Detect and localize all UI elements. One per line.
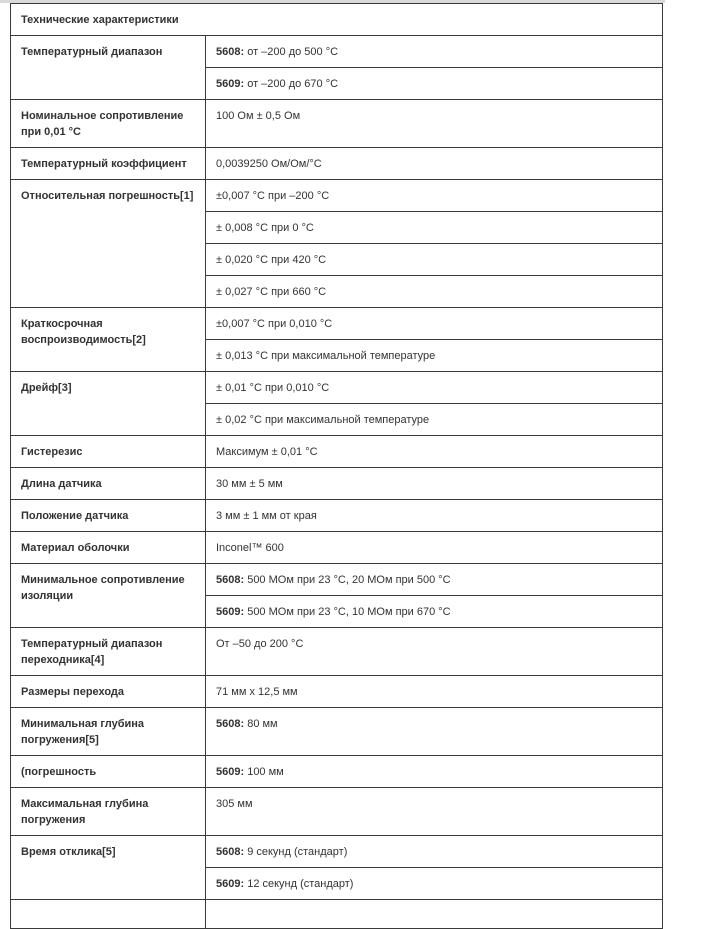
model-prefix: 5608: bbox=[216, 46, 245, 58]
spec-value bbox=[206, 244, 663, 276]
table-row-partial bbox=[11, 900, 663, 929]
spec-value-text: ± 0,02 °C при максимальной температуре bbox=[216, 414, 430, 426]
table-row bbox=[11, 788, 663, 836]
spec-value-text: От –50 до 200 °C bbox=[216, 638, 304, 650]
model-prefix: 5609: bbox=[216, 78, 245, 90]
spec-value bbox=[206, 532, 663, 564]
spec-value-text: 500 МОм при 23 °C, 20 МОм при 500 °C bbox=[244, 574, 451, 586]
table-row bbox=[11, 436, 663, 468]
spec-value-text: 100 Ом ± 0,5 Ом bbox=[216, 110, 301, 122]
spec-value-text: ±0,007 °C при –200 °C bbox=[216, 190, 330, 202]
spec-value-text: от –200 до 670 °C bbox=[244, 78, 339, 90]
table-row bbox=[11, 532, 663, 564]
table-row bbox=[11, 308, 663, 340]
spec-value-text: ± 0,01 °C при 0,010 °C bbox=[216, 382, 330, 394]
spec-value bbox=[206, 756, 663, 788]
model-prefix: 5609: bbox=[216, 878, 245, 890]
spec-value bbox=[206, 68, 663, 100]
table-row bbox=[11, 180, 663, 212]
spec-value bbox=[206, 788, 663, 836]
model-prefix: 5608: bbox=[216, 574, 245, 586]
spec-value bbox=[206, 340, 663, 372]
spec-value-text: от –200 до 500 °C bbox=[244, 46, 339, 58]
spec-label-insulation-resistance: Минимальное сопротивление изоляции bbox=[11, 564, 206, 628]
table-row bbox=[11, 836, 663, 868]
table-row bbox=[11, 148, 663, 180]
spec-label-max-immersion-depth: Максимальная глубина погружения bbox=[11, 788, 206, 836]
spec-value bbox=[206, 708, 663, 756]
spec-value bbox=[206, 468, 663, 500]
table-row bbox=[11, 756, 663, 788]
spec-label-adapter-temp-range: Температурный диапазон переходника[4] bbox=[11, 628, 206, 676]
spec-value-text: ± 0,020 °C при 420 °C bbox=[216, 254, 327, 266]
table-title: Технические характеристики bbox=[11, 4, 663, 36]
spec-label-sheath-material: Материал оболочки bbox=[11, 532, 206, 564]
spec-value-empty bbox=[206, 900, 663, 929]
spec-value bbox=[206, 404, 663, 436]
spec-value bbox=[206, 564, 663, 596]
spec-label-temp-coefficient: Температурный коэффициент bbox=[11, 148, 206, 180]
spec-value bbox=[206, 372, 663, 404]
spec-value-text: 100 мм bbox=[244, 766, 284, 778]
spec-label-repeatability: Краткосрочная воспроизводимость[2] bbox=[11, 308, 206, 372]
spec-value-text: 71 мм x 12,5 мм bbox=[216, 686, 298, 698]
spec-value-text: 30 мм ± 5 мм bbox=[216, 478, 283, 490]
model-prefix: 5608: bbox=[216, 718, 245, 730]
spec-label-hysteresis: Гистерезис bbox=[11, 436, 206, 468]
spec-value bbox=[206, 212, 663, 244]
model-prefix: 5609: bbox=[216, 606, 245, 618]
table-row bbox=[11, 36, 663, 68]
specs-table bbox=[10, 3, 663, 929]
spec-label-min-immersion-depth: Минимальная глубина погружения[5] bbox=[11, 708, 206, 756]
spec-value-text: 12 секунд (стандарт) bbox=[244, 878, 354, 890]
spec-value bbox=[206, 180, 663, 212]
spec-value-text: ± 0,008 °C при 0 °C bbox=[216, 222, 314, 234]
table-row bbox=[11, 468, 663, 500]
spec-value bbox=[206, 596, 663, 628]
spec-value-text: ± 0,027 °C при 660 °C bbox=[216, 286, 327, 298]
table-row bbox=[11, 100, 663, 148]
spec-value-text: ± 0,013 °C при максимальной температуре bbox=[216, 350, 436, 362]
model-prefix: 5608: bbox=[216, 846, 245, 858]
spec-label-accuracy-note: (погрешность bbox=[11, 756, 206, 788]
spec-value bbox=[206, 436, 663, 468]
spec-value bbox=[206, 148, 663, 180]
table-row bbox=[11, 628, 663, 676]
spec-label-temperature-range: Температурный диапазон bbox=[11, 36, 206, 100]
spec-value bbox=[206, 100, 663, 148]
table-row bbox=[11, 372, 663, 404]
spec-value bbox=[206, 628, 663, 676]
spec-label-sensor-position: Положение датчика bbox=[11, 500, 206, 532]
spec-value bbox=[206, 36, 663, 68]
spec-value-text: Inconel™ 600 bbox=[216, 542, 284, 554]
spec-value-text: 500 МОм при 23 °C, 10 МОм при 670 °C bbox=[244, 606, 451, 618]
spec-value-text: 9 секунд (стандарт) bbox=[244, 846, 348, 858]
table-row bbox=[11, 500, 663, 532]
spec-value-text: 305 мм bbox=[216, 798, 253, 810]
spec-label-relative-accuracy: Относительная погрешность[1] bbox=[11, 180, 206, 308]
spec-label-nominal-resistance: Номинальное сопротивление при 0,01 °C bbox=[11, 100, 206, 148]
spec-value bbox=[206, 308, 663, 340]
table-header-row bbox=[11, 4, 663, 36]
table-row bbox=[11, 676, 663, 708]
table-row bbox=[11, 564, 663, 596]
model-prefix: 5609: bbox=[216, 766, 245, 778]
spec-value-text: Максимум ± 0,01 °C bbox=[216, 446, 318, 458]
spec-label-sensor-length: Длина датчика bbox=[11, 468, 206, 500]
spec-value bbox=[206, 836, 663, 868]
spec-value-text: 0,0039250 Ом/Ом/°C bbox=[216, 158, 322, 170]
spec-label-transition-dimensions: Размеры перехода bbox=[11, 676, 206, 708]
spec-value bbox=[206, 500, 663, 532]
spec-label-response-time: Время отклика[5] bbox=[11, 836, 206, 900]
spec-value-text: ±0,007 °C при 0,010 °C bbox=[216, 318, 333, 330]
table-row bbox=[11, 708, 663, 756]
spec-label-drift: Дрейф[3] bbox=[11, 372, 206, 436]
spec-label-empty bbox=[11, 900, 206, 929]
spec-value bbox=[206, 868, 663, 900]
spec-value-text: 80 мм bbox=[244, 718, 278, 730]
spec-value bbox=[206, 276, 663, 308]
spec-value bbox=[206, 676, 663, 708]
spec-value-text: 3 мм ± 1 мм от края bbox=[216, 510, 317, 522]
